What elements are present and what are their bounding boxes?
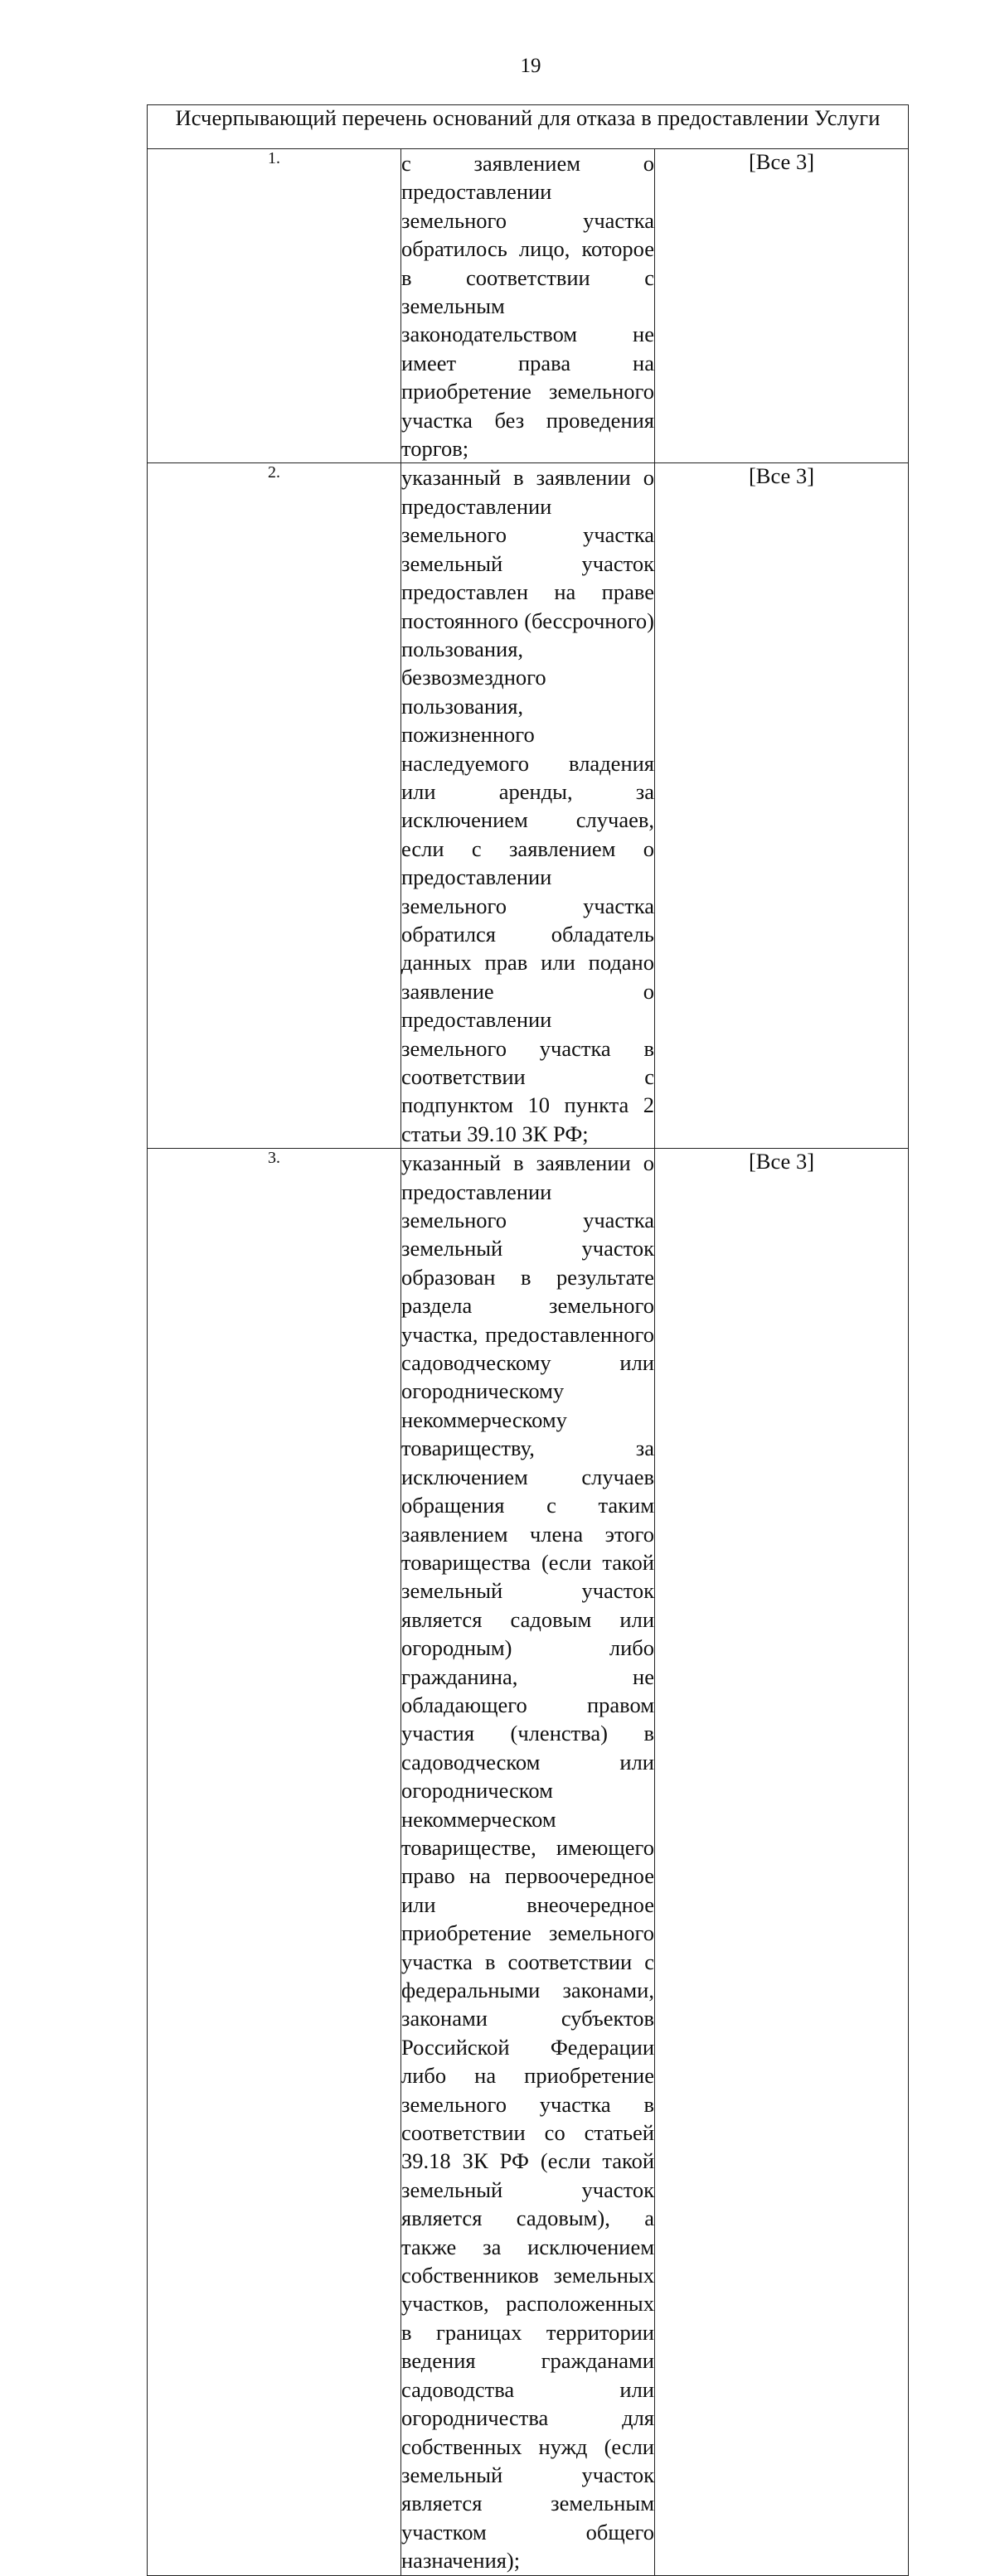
table-row: [148, 463, 909, 1149]
row-text: указанный в заявлении о предоставлении земельного участка земельный участок предоставлен на праве постоянного (бессрочного) пользования, безвозмездного пользования, пожизненного наследуемого владения или аренды, за исключением случаев, если с заявлением о предоставлении земельного участка обратился обладатель данных прав или подано заявление о предоставлении земельного участка в соответствии с подпунктом 10 пункта 2 статьи 39.10 ЗК РФ;: [401, 463, 655, 1149]
table-header: Исчерпывающий перечень оснований для отказа в предоставлении Услуги: [148, 105, 909, 149]
table-row: [148, 149, 909, 463]
row-text: с заявлением о предоставлении земельного участка обратилось лицо, которое в соответствии с земельным законодательством не имеет права на приобретение земельного участка без проведения торгов;: [401, 149, 655, 463]
refusal-grounds-table: [147, 104, 909, 2576]
row-number: 3.: [148, 1149, 401, 2575]
row-reference: [Все 3]: [655, 149, 909, 463]
row-text: указанный в заявлении о предоставлении земельного участка земельный участок образован в результате раздела земельного участка, предоставленного садоводческому или огородническому некоммерческому товариществу, за исключением случаев обращения с таким заявлением члена этого товарищества (если такой земельный участок является садовым или огородным) либо гражданина, не обладающего правом участия (членства) в садоводческом или огородническом некоммерческом товариществе, имеющего право на первоочередное или внеочередное приобретение земельного участка в соответствии с федеральными законами, законами субъектов Российской Федерации либо на приобретение земельного участка в соответствии со статьей 39.18 ЗК РФ (если такой земельный участок является садовым), а также за исключением собственников земельных участков, расположенных в границах территории ведения гражданами садоводства или огородничества для собственных нужд (если земельный участок является земельным участком общего назначения);: [401, 1149, 655, 2575]
row-reference: [Все 3]: [655, 463, 909, 1149]
row-number: 1.: [148, 149, 401, 463]
table-header-row: [148, 105, 909, 149]
row-reference: [Все 3]: [655, 1149, 909, 2575]
table-row: [148, 1149, 909, 2575]
page-number: 19: [520, 55, 541, 77]
row-number: 2.: [148, 463, 401, 1149]
